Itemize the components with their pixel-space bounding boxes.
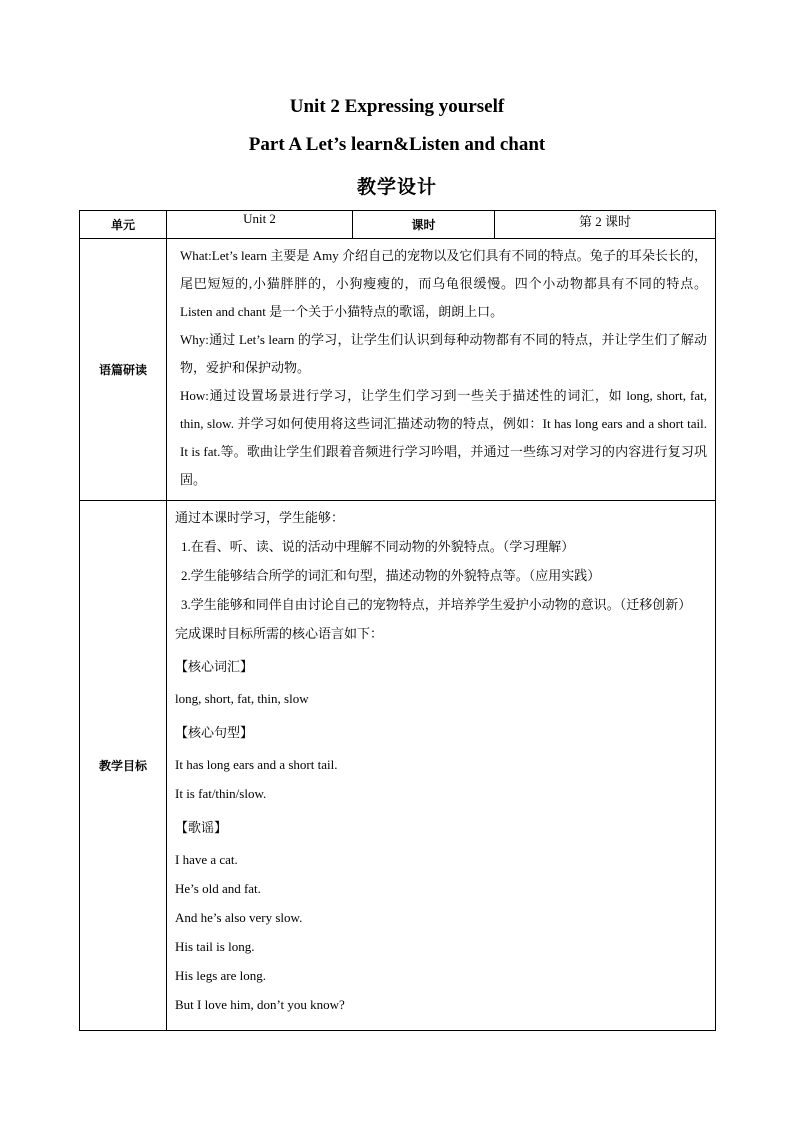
chant-line: His tail is long.: [175, 939, 255, 954]
analysis-content: [167, 239, 716, 501]
unit-value: Unit 2: [167, 211, 353, 239]
sentence-item: It is fat/thin/slow.: [175, 786, 267, 801]
analysis-how: How:通过设置场景进行学习，让学生们学习到一些关于描述性的词汇，如 long, short, fat, thin, slow. 并学习如何使用将这些词汇描述动物的特点，例如：It has long ears and a short tail. It is fat.等。歌曲让学生们跟着音频进行学习吟唱，并通过一些练习对学习的内容进行复习巩固。: [180, 388, 707, 487]
chant-line: And he’s also very slow.: [175, 910, 303, 925]
header-row: [80, 211, 716, 239]
core-language-intro: 完成课时目标所需的核心语言如下：: [175, 626, 384, 641]
lesson-plan-table: [79, 210, 716, 1031]
goal-item: 2.学生能够结合所学的词汇和句型，描述动物的外貌特点等。（应用实践）: [181, 568, 601, 583]
document-heading: 教学设计: [356, 176, 437, 198]
analysis-label: 语篇研读: [80, 239, 167, 501]
sentence-heading: 【核心句型】: [175, 725, 254, 740]
lesson-value: 第 2 课时: [495, 211, 716, 239]
goals-label: 教学目标: [80, 501, 167, 1031]
chant-line: But I love him, don’t you know?: [175, 997, 345, 1012]
document-subtitle: Part A Let’s learn&Listen and chant: [248, 134, 546, 155]
goal-item: 1.在看、听、读、说的活动中理解不同动物的外貌特点。（学习理解）: [181, 539, 575, 554]
lesson-label: 课时: [353, 211, 495, 239]
document-title: Unit 2 Expressing yourself: [289, 96, 505, 117]
analysis-why: Why:通过 Let’s learn 的学习，让学生们认识到每种动物都有不同的特点，并让学生们了解动物，爱护和保护动物。: [180, 332, 707, 375]
vocab-heading: 【核心词汇】: [175, 659, 254, 674]
goals-content: [167, 501, 716, 1031]
analysis-what: What:Let’s learn 主要是 Amy 介绍自己的宠物以及它们具有不同的特点。兔子的耳朵长长的，尾巴短短的,小猫胖胖的，小狗瘦瘦的，而乌龟很缓慢。四个小动物都具有不同的特点。Listen and chant 是一个关于小猫特点的歌谣，朗朗上口。: [180, 248, 707, 319]
goals-row: [80, 501, 716, 1031]
goal-item: 3.学生能够和同伴自由讨论自己的宠物特点，并培养学生爱护小动物的意识。（迁移创新）: [181, 597, 692, 612]
goals-intro: 通过本课时学习，学生能够：: [175, 510, 345, 525]
chant-heading: 【歌谣】: [175, 820, 228, 835]
analysis-row: [80, 239, 716, 501]
unit-label: 单元: [80, 211, 167, 239]
sentence-item: It has long ears and a short tail.: [175, 757, 338, 772]
chant-line: He’s old and fat.: [175, 881, 261, 896]
vocab-list: long, short, fat, thin, slow: [175, 691, 309, 706]
chant-line: His legs are long.: [175, 968, 266, 983]
chant-line: I have a cat.: [175, 852, 238, 867]
